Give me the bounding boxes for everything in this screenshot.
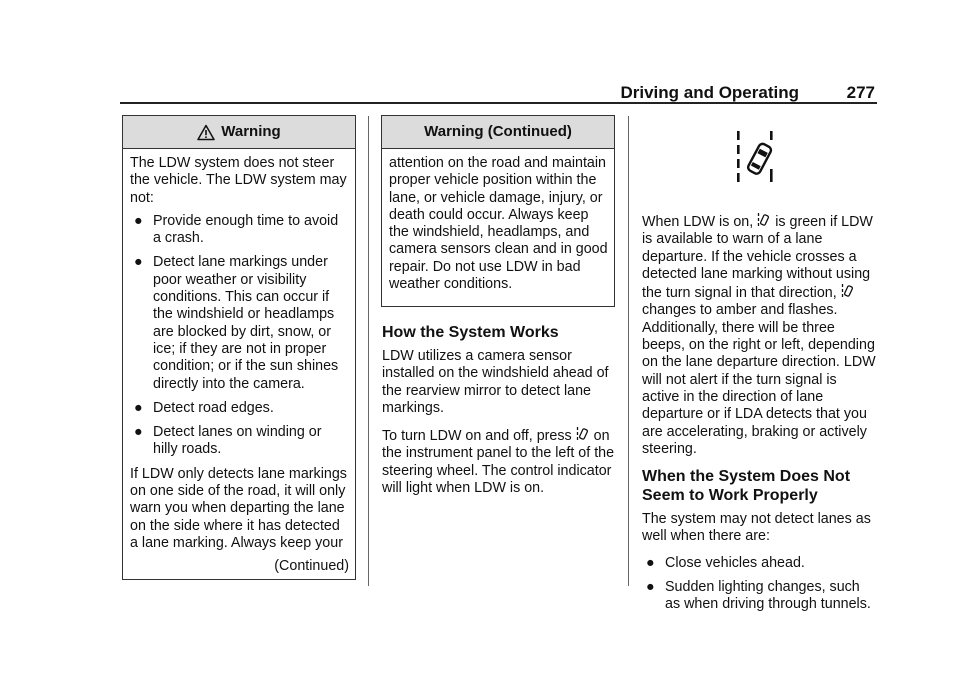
list-item: ● Detect road edges. [134, 399, 274, 416]
list-item: ● Sudden lighting changes, such as when driving through tunnels. [646, 579, 871, 613]
warning-box [122, 115, 356, 580]
column-divider [628, 116, 629, 586]
section-heading: When the System Does Not Seem to Work Properly [642, 468, 851, 505]
paragraph: When LDW is on, is green if LDW is available to warn of a lane departure. If the vehicle crosses a detected lane marking without using the turn signal in that direction, changes to amber and flashes. Additionally, there will be three beeps, on the right or left, depending on the lane departure direction. LDW will not alert if the turn signal is active in the direction of lane departure or if LDA detects that you are accelerating, braking or actively steering. [642, 214, 876, 457]
section-title: Driving and Operating [620, 83, 799, 102]
lane-departure-icon [841, 283, 855, 299]
list-item: ● Detect lanes on winding or hilly roads. [134, 424, 322, 458]
warning-continued-title: Warning (Continued) [382, 116, 614, 149]
lane-departure-icon [757, 212, 771, 228]
column-divider [368, 116, 369, 586]
warning-continued-box [381, 115, 615, 307]
list-item: ● Close vehicles ahead. [646, 554, 805, 571]
paragraph: The system may not detect lanes as well when there are: [642, 511, 871, 545]
paragraph: To turn LDW on and off, press on the instrument panel to the left of the steering wheel. The control indicator will light when LDW is on. [382, 428, 615, 497]
paragraph: LDW utilizes a camera sensor installed on the windshield ahead of the rearview mirror to detect lane markings. [382, 348, 609, 416]
lane-departure-icon [576, 426, 590, 442]
list-item: ● Detect lane markings under poor weather or visibility conditions. This can occur if the windshield or headlamps are blocked by dirt, snow, or ice; if they are not in proper condition; or if the sun shines directly into the camera. [134, 254, 339, 392]
warning-triangle-icon [197, 124, 215, 141]
warning-title-bar [123, 116, 355, 149]
warning-intro: The LDW system does not steer the vehicle. The LDW system may not: [130, 155, 347, 206]
section-heading: How the System Works [382, 324, 559, 341]
page-number: 277 [846, 83, 875, 102]
how-section [382, 323, 622, 506]
status-section [642, 212, 877, 621]
warning-title: Warning [221, 123, 281, 141]
continued-label: (Continued) [274, 558, 349, 575]
list-item: ● Provide enough time to avoid a crash. [134, 212, 339, 247]
lane-departure-icon [734, 131, 784, 185]
warning-continued-text: attention on the road and maintain proper vehicle position within the lane, or vehicle damage, injury, or death could occur. Always keep the windshield, headlamps, and camera sensors clean and in good repair. Do not use LDW in bad weather conditions. [389, 155, 608, 293]
warning-paragraph: If LDW only detects lane markings on one side of the road, it will only warn you when departing the lane on the side where it has detected a lane marking. Always keep your [130, 465, 347, 551]
page-header [120, 80, 877, 104]
